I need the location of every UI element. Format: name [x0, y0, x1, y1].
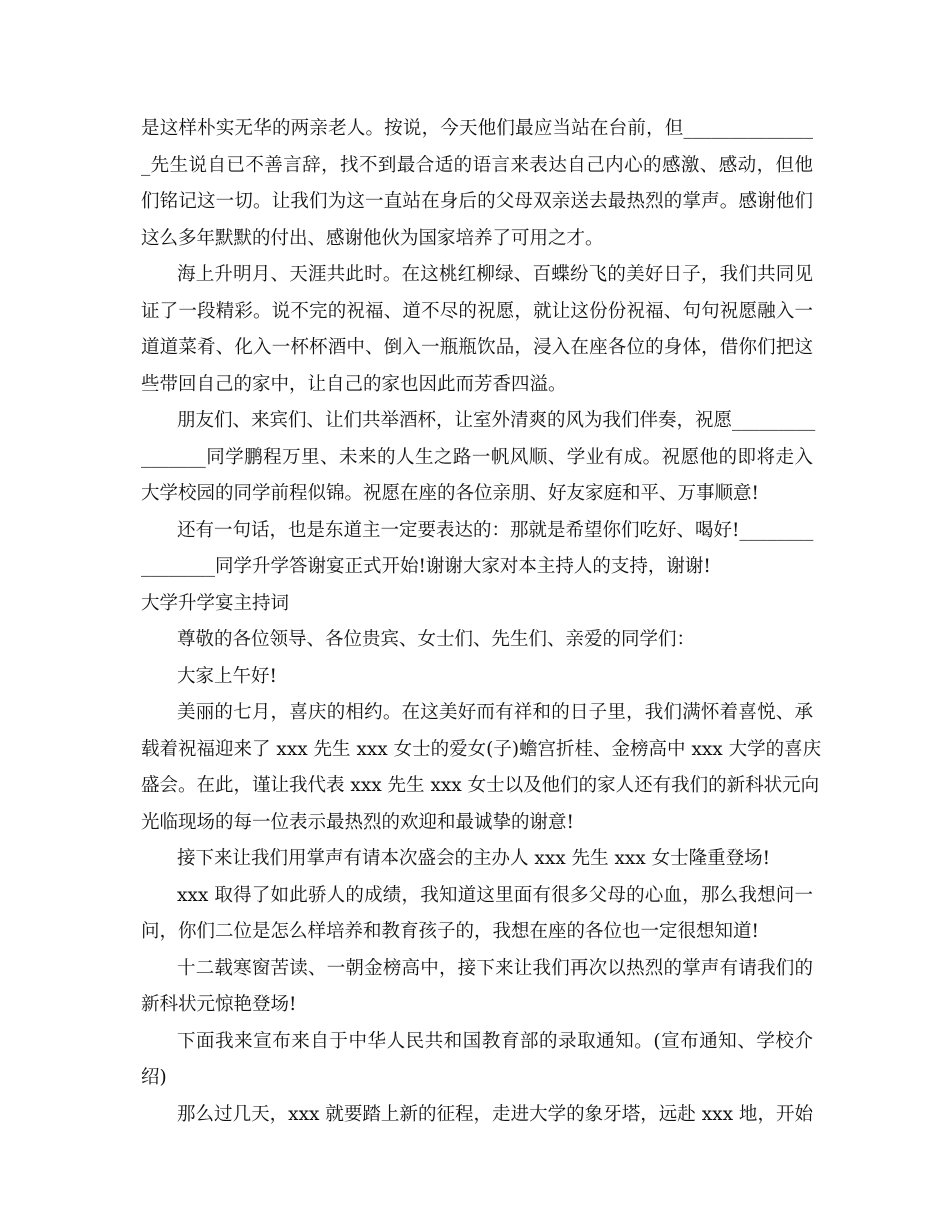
section-heading: 大学升学宴主持词 [141, 593, 290, 614]
text-line: 下面我来宣布来自于中华人民共和国教育部的录取通知。(宣布通知、学校介 [177, 1031, 813, 1052]
text-line: 大学校园的同学前程似锦。祝愿在座的各位亲朋、好友家庭和平、万事顺意! [141, 483, 759, 504]
text-line: 那么过几天，xxx 就要踏上新的征程，走进大学的象牙塔，远赴 xxx 地，开始 [177, 1104, 813, 1125]
text-line: _______同学鹏程万里、未来的人生之路一帆风顺、学业有成。祝愿他的即将走入 [141, 447, 813, 468]
text-line: 海上升明月、天涯共此时。在这桃红柳绿、百蝶纷飞的美好日子，我们共同见 [177, 264, 813, 285]
text-line: 光临现场的每一位表示最热烈的欢迎和最诚挚的谢意! [141, 812, 574, 833]
text-line: 朋友们、来宾们、让们共举酒杯，让室外清爽的风为我们伴奏，祝愿_________ [177, 410, 816, 431]
text-line: 是这样朴实无华的两亲老人。按说，今天他们最应当站在台前，但______________ [141, 118, 813, 139]
text-line: 接下来让我们用掌声有请本次盛会的主办人 xxx 先生 xxx 女士隆重登场! [177, 848, 771, 869]
text-line: 大家上午好! [177, 666, 277, 687]
text-line: 还有一句话，也是东道主一定要表达的：那就是希望你们吃好、喝好!________ [177, 520, 814, 541]
text-line: 尊敬的各位领导、各位贵宾、女士们、先生们、亲爱的同学们： [177, 629, 696, 650]
text-line: ________同学升学答谢宴正式开始!谢谢大家对本主持人的支持，谢谢! [141, 556, 711, 577]
text-line: 绍) [141, 1067, 167, 1088]
text-line: 美丽的七月，喜庆的相约。在这美好而有祥和的日子里，我们满怀着喜悦、承 [177, 702, 813, 723]
text-line: 十二载寒窗苦读、一朝金榜高中，接下来让我们再次以热烈的掌声有请我们的 [177, 958, 813, 979]
text-line: 们铭记这一切。让我们为这一直站在身后的父母双亲送去最热烈的掌声。感谢他们 [141, 191, 813, 212]
text-line: 些带回自己的家中，让自己的家也因此而芳香四溢。 [141, 374, 567, 395]
text-line: xxx 取得了如此骄人的成绩，我知道这里面有很多父母的心血，那么我想问一 [177, 885, 813, 906]
text-line: 证了一段精彩。说不完的祝福、道不尽的祝愿，就让这份份祝福、句句祝愿融入一 [141, 301, 813, 322]
text-line: 问，你们二位是怎么样培养和教育孩子的，我想在座的各位也一定很想知道! [141, 921, 759, 942]
text-line: 道道菜肴、化入一杯杯酒中、倒入一瓶瓶饮品，浸入在座各位的身体，借你们把这 [141, 337, 813, 358]
text-line: 这么多年默默的付出、感谢他伙为国家培养了可用之才。 [141, 228, 604, 249]
text-line: 载着祝福迎来了 xxx 先生 xxx 女士的爱女(子)蟾宫折桂、金榜高中 xxx 大学的喜庆 [141, 739, 822, 760]
text-line: 盛会。在此，谨让我代表 xxx 先生 xxx 女士以及他们的家人还有我们的新科状元向 [141, 775, 820, 796]
text-line: 新科状元惊艳登场! [141, 994, 297, 1015]
text-line: _先生说自已不善言辞，找不到最合适的语言来表达自己内心的感激、感动，但他 [141, 155, 813, 176]
